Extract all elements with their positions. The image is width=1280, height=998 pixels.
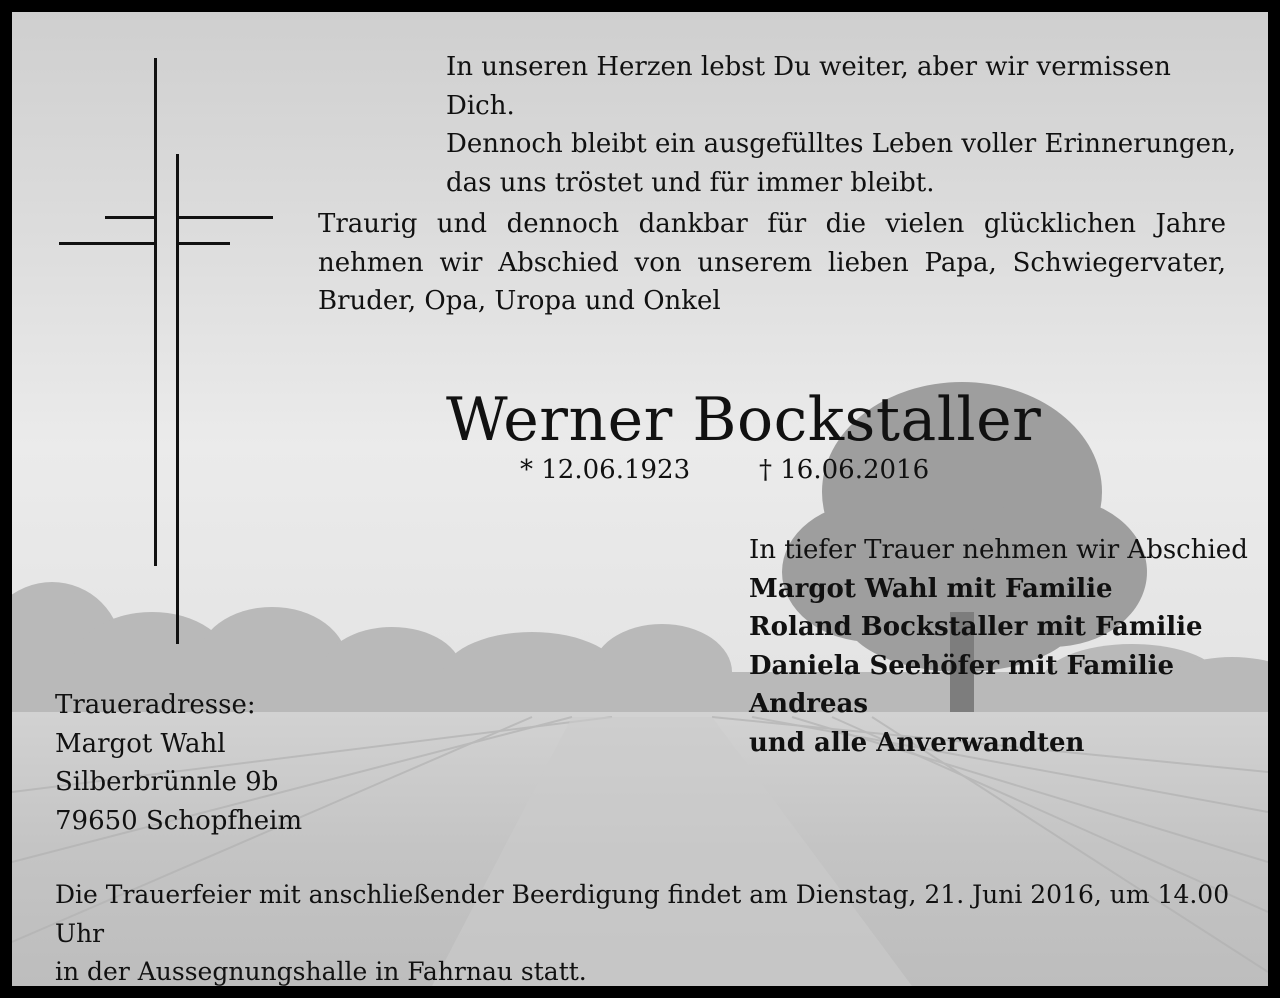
mourner-name: Margot Wahl mit Familie <box>749 573 1113 604</box>
mourners-list <box>749 531 1249 762</box>
farewell-intro: Traurig und dennoch dankbar für die vielen glücklichen Jahre nehmen wir Abschied von unserem lieben Papa, Schwiegervater, Bruder, Opa, Uropa und Onkel <box>318 209 1226 316</box>
memorial-verse <box>446 48 1246 202</box>
funeral-line: Die Trauerfeier mit anschließender Beerdigung findet am Dienstag, 21. Juni 2016, um 14.00 Uhr <box>55 880 1230 948</box>
address-line: Silberbrünnle 9b <box>55 767 279 797</box>
mourner-name: Roland Bockstaller mit Familie <box>749 612 1203 642</box>
funeral-notice <box>55 876 1255 986</box>
mourner-name: Daniela Seehöfer mit Familie <box>749 650 1175 681</box>
mourning-address <box>55 686 455 840</box>
mourner-name: Andreas <box>749 689 868 719</box>
death-date: † 16.06.2016 <box>759 455 930 485</box>
mourners-intro: In tiefer Trauer nehmen wir Abschied <box>749 535 1248 565</box>
funeral-line: in der Aussegnungshalle in Fahrnau statt. <box>55 957 587 986</box>
obituary-notice <box>12 12 1268 986</box>
verse-line: In unseren Herzen lebst Du weiter, aber wir vermissen Dich. <box>446 52 1171 121</box>
verse-line: Dennoch bleibt ein ausgefülltes Leben voller Erinnerungen, <box>446 129 1237 159</box>
address-line: 79650 Schopfheim <box>55 805 303 836</box>
deceased-name: Werner Bockstaller <box>446 385 1042 455</box>
birth-date: * 12.06.1923 <box>520 455 691 485</box>
mourner-name: und alle Anverwandten <box>749 727 1085 758</box>
verse-line: das uns tröstet und für immer bleibt. <box>446 167 935 198</box>
address-label: Traueradresse: <box>55 690 256 720</box>
address-line: Margot Wahl <box>55 728 226 759</box>
